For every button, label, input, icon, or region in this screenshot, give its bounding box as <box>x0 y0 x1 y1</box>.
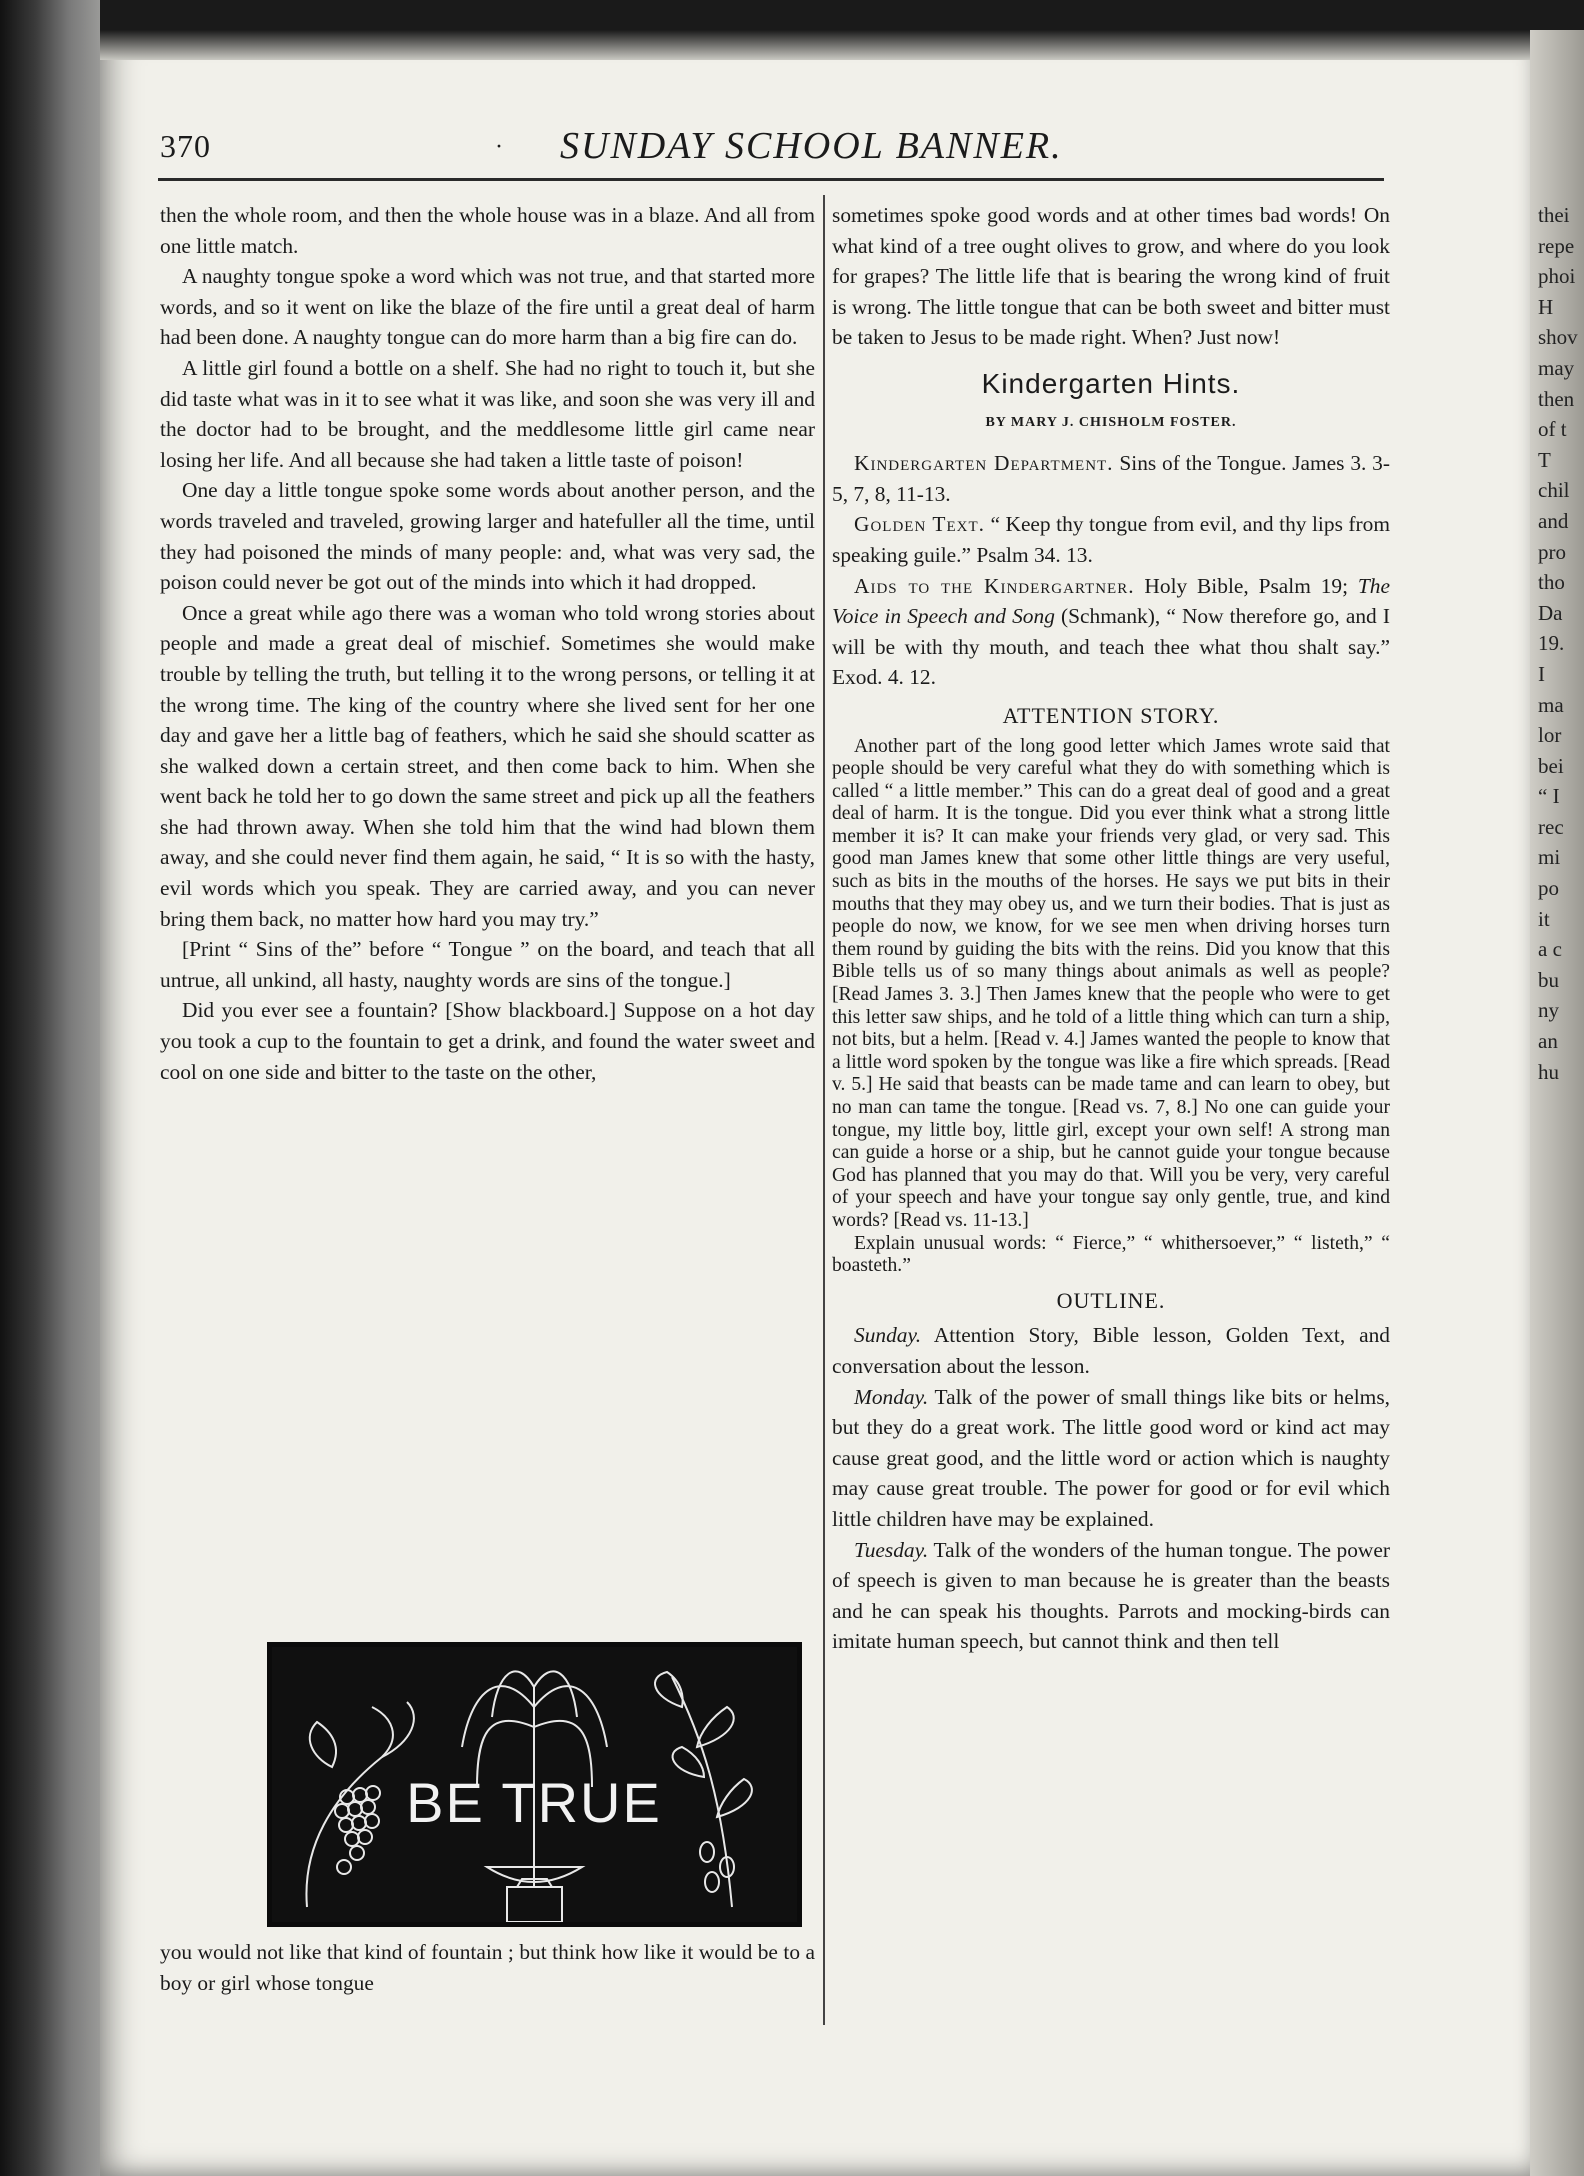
golden-text <box>832 509 1390 570</box>
page-top-shadow <box>100 30 1540 60</box>
paragraph: A naughty tongue spoke a word which was not true, and that started more words, and so it went on like the blaze of the fire until a great deal of harm had been done. A naughty tongue can do more harm than a big fire can do. <box>160 264 815 350</box>
facing-page-fragment: and <box>1538 508 1569 533</box>
day-text: Talk of the power of small things like bits or helms, but they do a great work. The little good word or kind act may cause great good, and the little word or action which is naughty may cause great trouble. The power for good or for evil which little children have may be explained. <box>832 1384 1390 1531</box>
facing-page-fragment: it <box>1538 906 1550 931</box>
facing-page-fragment: po <box>1538 876 1559 901</box>
blackboard-illustration <box>267 1642 802 1927</box>
golden-text-body: “ Keep thy tongue from evil, and thy lips from speaking guile.” Psalm 34. 13. <box>832 512 1390 567</box>
facing-page-fragment: then <box>1538 386 1575 411</box>
facing-page-fragment: ny <box>1538 998 1559 1023</box>
page-number: 370 <box>160 128 211 164</box>
facing-page-fragment: pro <box>1538 539 1566 564</box>
facing-page-fragment: mi <box>1538 845 1561 870</box>
facing-page-fragment: a c <box>1538 937 1562 962</box>
facing-page-fragment: of t <box>1538 417 1567 442</box>
aids-text: Holy Bible, Psalm 19; <box>1144 573 1349 598</box>
facing-page-fragment: thei <box>1538 203 1570 227</box>
aids-book-title: The Voice in Speech and Song <box>832 573 1390 629</box>
facing-page-fragment: repe <box>1538 233 1575 258</box>
book-binding <box>0 0 100 2176</box>
attention-story-heading: ATTENTION STORY. <box>1002 702 1220 728</box>
day-text: Attention Story, Bible lesson, Golden Text, and conversation about the lesson. <box>832 1323 1390 1378</box>
right-column <box>832 200 1390 1657</box>
facing-page-fragment: H <box>1538 294 1554 319</box>
paragraph: Once a great while ago there was a woman who told wrong stories about people and made a great deal of mischief. Sometimes she would make trouble by telling the truth, but telling it to the wrong persons, or telling it at the wrong time. The king of the country where she lived sent for her one day and gave her a little bag of feathers, which he said she should scatter as she walked down a certain street, and then come back to him. When she went back he told her to go down the same street and pick up all the feathers she had thrown away. When she told him that the wind had blown them away, and she could never find them again, he said, “ It is so with the hasty, evil words which you speak. They are carried away, and you can never bring them back, no matter how hard you may try.” <box>160 600 815 931</box>
facing-page-fragment: Da <box>1538 600 1563 625</box>
day-text: Talk of the wonders of the human tongue. The power of speech is given to man because he is greater than the beasts and he can speak his thoughts. Parrots and mocking-birds can imitate human speech, but cannot think and then tell <box>832 1537 1390 1654</box>
facing-page-fragment: bei <box>1538 753 1564 778</box>
golden-text-label: Golden Text. <box>854 512 985 537</box>
left-column-bottom <box>160 1937 815 1998</box>
illustration-caption: BE TRUE <box>406 1771 662 1834</box>
facing-page-fragment: ma <box>1538 692 1564 717</box>
facing-page-fragment: lor <box>1538 723 1562 748</box>
paragraph: you would not like that kind of fountain ; but think how like it would be to a boy or girl whose tongue <box>160 1940 815 1995</box>
facing-page-fragment: rec <box>1538 814 1564 839</box>
facing-page-fragment: shov <box>1538 325 1578 350</box>
day-label: Tuesday. <box>854 1537 929 1562</box>
department-text: Sins of the Tongue. James 3. 3-5, 7, 8, 11-13. <box>832 451 1390 506</box>
facing-page-text <box>1538 200 1584 1087</box>
facing-page-fragment: bu <box>1538 967 1559 992</box>
byline: BY MARY J. CHISHOLM FOSTER. <box>985 414 1237 430</box>
paragraph: Another part of the long good letter which James wrote said that people should be very careful what they do with something which is called “ a little member.” This can do a great deal of good and a great deal of harm. It is the tongue. Did you ever think what a strong little member it is? It can make your friends very glad, or very sad. This good man James knew that some other little things are very useful, such as bits in the mouths of the horses. He says we put bits in their mouths that they may obey us, and we turn their bodies. That is just as people do now, we know, for we see men when driving horses turn them round by guiding the bits with the reins. Did you know that this Bible tells us of so many things about animals as well as people? [Read James 3. 3.] Then James knew that the people who were to get this letter saw ships, and he told of a little thing which can turn a ship, not bits, but a helm. [Read v. 4.] James wanted the people to know that a little word spoken by the tongue was like a fire which spreads. [Read v. 5.] He said that beasts can be made tame and can learn to obey, but no man can tame the tongue. [Read vs. 7, 8.] No one can guide your tongue, my little boy, little girl, except your own self! A strong man can guide a horse or a ship, but he cannot guide your tongue because God has planned that you may do that. Will you be very, very careful of your speech and have your tongue say only gentle, true, and kind words? [Read vs. 11-13.] <box>832 735 1390 1231</box>
lesson-department <box>832 448 1390 509</box>
paragraph: then the whole room, and then the whole house was in a blaze. And all from one little match. <box>160 203 815 258</box>
outline-sunday <box>832 1320 1390 1381</box>
paragraph: [Print “ Sins of the” before “ Tongue ” on the board, and teach that all untrue, all unkind, all hasty, naughty words are sins of the tongue.] <box>160 937 815 992</box>
attention-story <box>832 736 1390 1278</box>
outline-tuesday <box>832 1535 1390 1657</box>
section-title: Kindergarten Hints. <box>981 367 1241 399</box>
facing-page-fragment: hu <box>1538 1059 1559 1084</box>
blackboard-frame <box>267 1642 802 1927</box>
facing-page-fragment: “ I <box>1538 784 1560 809</box>
header-dot: · <box>495 134 503 160</box>
facing-page-fragment: tho <box>1538 570 1565 595</box>
aids <box>832 571 1390 693</box>
outline-monday <box>832 1382 1390 1535</box>
facing-page-fragment: chil <box>1538 478 1570 503</box>
day-label: Sunday. <box>854 1323 922 1348</box>
aids-label: Aids to the Kindergartner. <box>854 573 1135 598</box>
grape-vine-icon <box>306 1702 413 1907</box>
facing-page-fragment: may <box>1538 355 1575 380</box>
paragraph: Explain unusual words: “ Fierce,” “ whithersoever,” “ listeth,” “ boasteth.” <box>832 1232 1390 1277</box>
facing-page-fragment: 19. <box>1538 631 1565 656</box>
outline-heading: OUTLINE. <box>1056 1287 1166 1313</box>
facing-page-fragment: phoi <box>1538 264 1576 289</box>
column-divider <box>823 195 825 2025</box>
olive-branch-icon <box>655 1672 752 1907</box>
department-label: Kindergarten Department. <box>854 451 1114 476</box>
facing-page-fragment: T <box>1538 447 1551 472</box>
day-label: Monday. <box>854 1384 929 1409</box>
facing-page-fragment: I <box>1538 661 1545 686</box>
aids-text: (Schmank), “ Now therefore go, and I will be with thy mouth, and teach thee what thou shalt say.” Exod. 4. 12. <box>832 604 1390 690</box>
running-title: SUNDAY SCHOOL BANNER. <box>560 125 1063 167</box>
paragraph: One day a little tongue spoke some words about another person, and the words traveled and traveled, growing larger and hatefuller all the time, until they had poisoned the minds of many people: and, what was very sad, the poison could never be got out of the minds into which it had dropped. <box>160 478 815 595</box>
header-rule <box>158 178 1384 181</box>
paragraph: A little girl found a bottle on a shelf. She had no right to touch it, but she did taste what was in it to see what it was like, and soon she was very ill and the doctor had to be brought, and the meddlesome little girl came near losing her life. And all because she had taken a little taste of poison! <box>160 355 815 472</box>
left-column <box>160 200 815 1087</box>
paragraph: Did you ever see a fountain? [Show blackboard.] Suppose on a hot day you took a cup to the fountain to get a drink, and found the water sweet and cool on one side and bitter to the taste on the other, <box>160 998 815 1084</box>
facing-page-fragment: an <box>1538 1029 1558 1054</box>
paragraph: sometimes spoke good words and at other times bad words! On what kind of a tree ought olives to grow, and where do you look for grapes? The little life that is bearing the wrong kind of fruit is wrong. The little tongue that can be both sweet and bitter must be taken to Jesus to be made right. When? Just now! <box>832 203 1390 350</box>
fountain-drawing <box>272 1647 797 1922</box>
